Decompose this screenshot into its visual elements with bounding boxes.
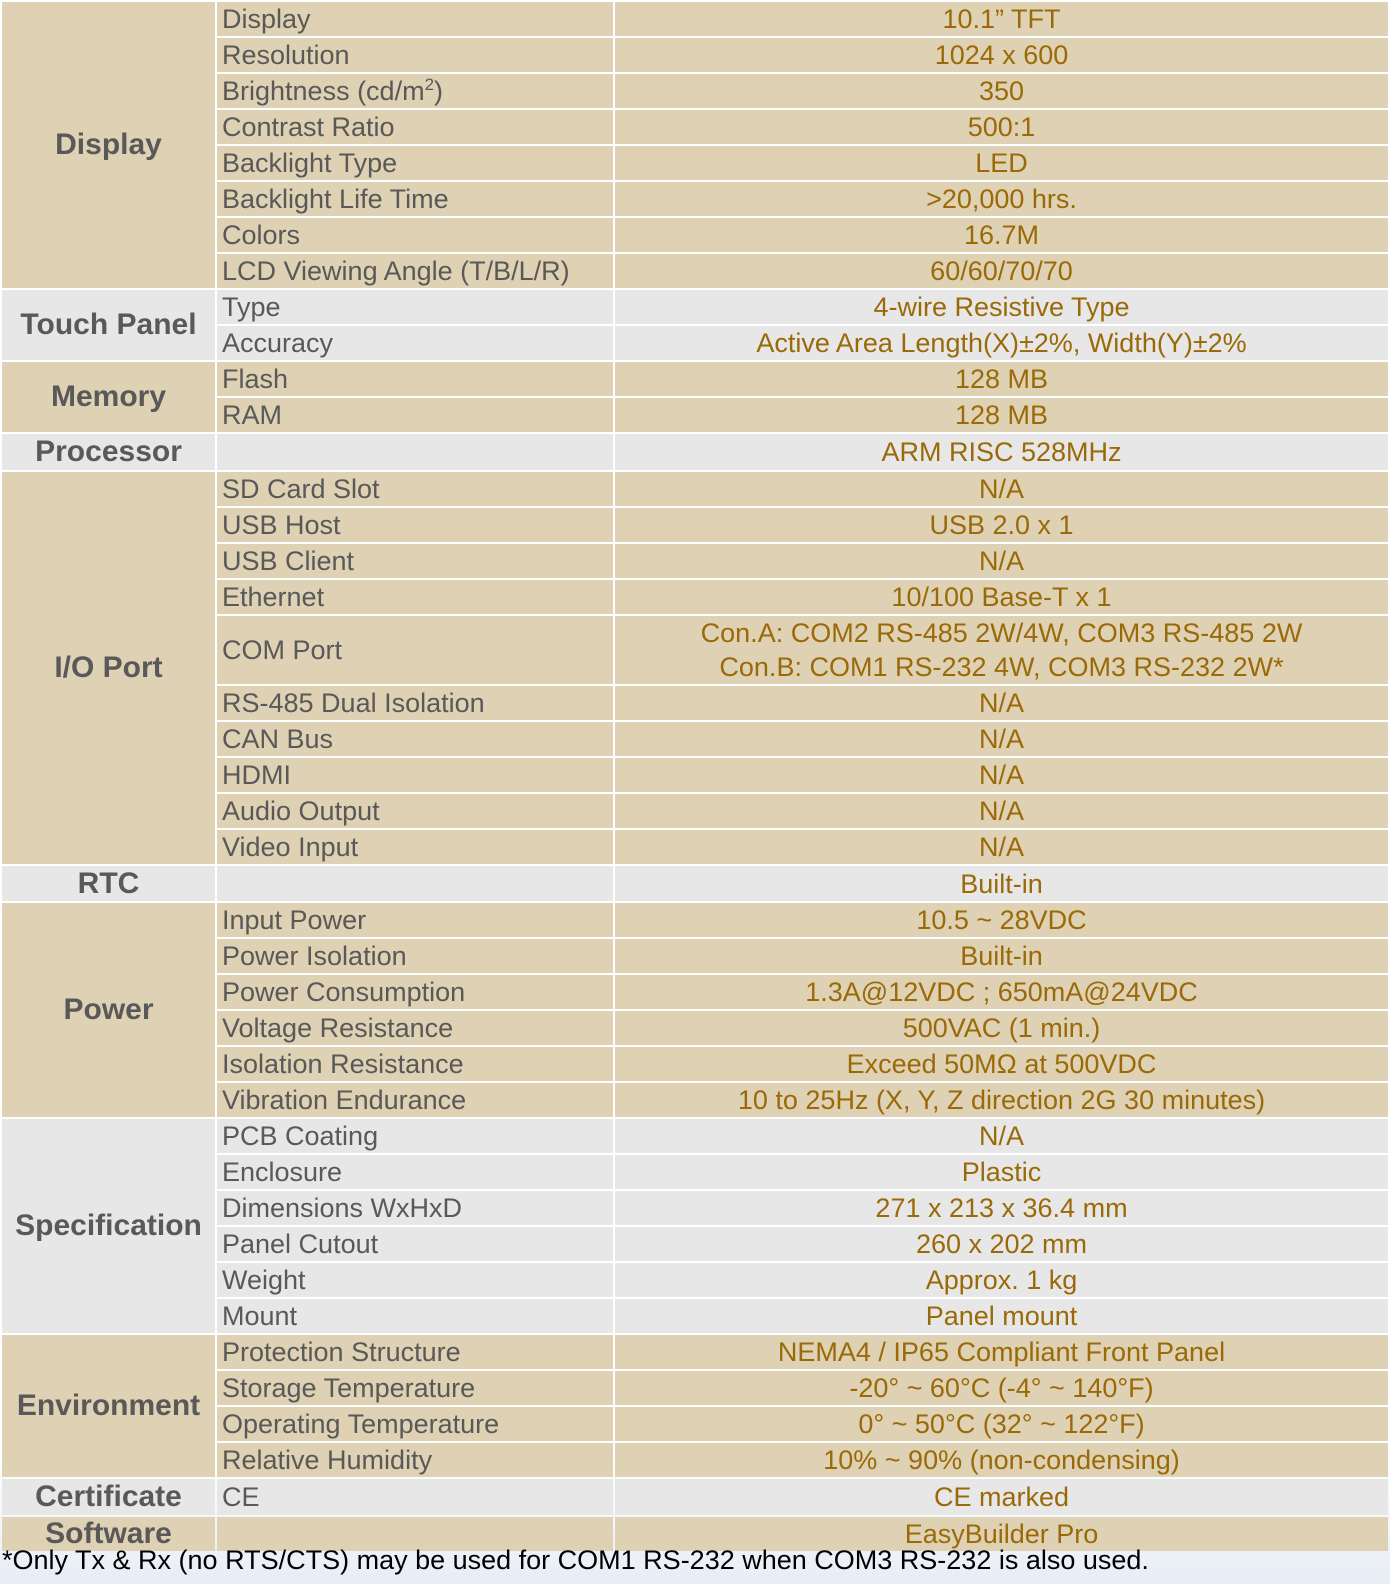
spec-value: Active Area Length(X)±2%, Width(Y)±2% xyxy=(615,326,1388,360)
spec-name: CE xyxy=(217,1479,613,1515)
spec-name: RAM xyxy=(217,398,613,432)
spec-value: Exceed 50MΩ at 500VDC xyxy=(615,1047,1388,1081)
spec-name: Type xyxy=(217,290,613,324)
spec-name xyxy=(217,434,613,470)
table-row xyxy=(2,1479,1388,1515)
spec-value: 4-wire Resistive Type xyxy=(615,290,1388,324)
spec-name: Operating Temperature xyxy=(217,1407,613,1441)
spec-value: 10.5 ~ 28VDC xyxy=(615,903,1388,937)
spec-value: -20° ~ 60°C (-4° ~ 140°F) xyxy=(615,1371,1388,1405)
spec-value: N/A xyxy=(615,472,1388,506)
spec-value: Built-in xyxy=(615,939,1388,973)
spec-value: 128 MB xyxy=(615,398,1388,432)
spec-name: Display xyxy=(217,2,613,36)
spec-value: USB 2.0 x 1 xyxy=(615,508,1388,542)
spec-value: N/A xyxy=(615,1119,1388,1153)
spec-name: Protection Structure xyxy=(217,1335,613,1369)
spec-name: Colors xyxy=(217,218,613,252)
spec-name: Weight xyxy=(217,1263,613,1297)
spec-name: Backlight Type xyxy=(217,146,613,180)
spec-value: 128 MB xyxy=(615,362,1388,396)
spec-name: Mount xyxy=(217,1299,613,1333)
spec-value: 500VAC (1 min.) xyxy=(615,1011,1388,1045)
spec-name: LCD Viewing Angle (T/B/L/R) xyxy=(217,254,613,288)
spec-name: COM Port xyxy=(217,616,613,684)
spec-name: CAN Bus xyxy=(217,722,613,756)
spec-name: Enclosure xyxy=(217,1155,613,1189)
table-row xyxy=(2,1119,1388,1153)
category-software: Software xyxy=(2,1517,215,1551)
spec-name: Voltage Resistance xyxy=(217,1011,613,1045)
spec-name: Power Isolation xyxy=(217,939,613,973)
category-display: Display xyxy=(2,2,215,288)
table-row xyxy=(2,866,1388,901)
spec-name: Power Consumption xyxy=(217,975,613,1009)
spec-name: Resolution xyxy=(217,38,613,72)
spec-value: N/A xyxy=(615,544,1388,578)
table-row xyxy=(2,903,1388,937)
table-row xyxy=(2,2,1388,36)
table-row xyxy=(2,362,1388,396)
spec-value: 16.7M xyxy=(615,218,1388,252)
spec-name: Accuracy xyxy=(217,326,613,360)
spec-value: 271 x 213 x 36.4 mm xyxy=(615,1191,1388,1225)
spec-name: Dimensions WxHxD xyxy=(217,1191,613,1225)
spec-value-line: Con.B: COM1 RS-232 4W, COM3 RS-232 2W* xyxy=(719,652,1284,682)
spec-name: Audio Output xyxy=(217,794,613,828)
spec-name: Ethernet xyxy=(217,580,613,614)
spec-value: 10% ~ 90% (non-condensing) xyxy=(615,1443,1388,1477)
spec-value: 60/60/70/70 xyxy=(615,254,1388,288)
spec-name xyxy=(217,74,613,108)
spec-name: Contrast Ratio xyxy=(217,110,613,144)
table-row xyxy=(2,472,1388,506)
spec-name xyxy=(217,866,613,901)
spec-name: HDMI xyxy=(217,758,613,792)
spec-name: RS-485 Dual Isolation xyxy=(217,686,613,720)
spec-name-text: Brightness (cd/m xyxy=(222,75,425,106)
table-row xyxy=(2,290,1388,324)
spec-name: Video Input xyxy=(217,830,613,864)
spec-value: NEMA4 / IP65 Compliant Front Panel xyxy=(615,1335,1388,1369)
spec-value: 260 x 202 mm xyxy=(615,1227,1388,1261)
spec-value: 1.3A@12VDC ; 650mA@24VDC xyxy=(615,975,1388,1009)
spec-value: EasyBuilder Pro xyxy=(615,1517,1388,1551)
spec-name: Storage Temperature xyxy=(217,1371,613,1405)
category-specification: Specification xyxy=(2,1119,215,1333)
spec-name: USB Host xyxy=(217,508,613,542)
spec-value: Panel mount xyxy=(615,1299,1388,1333)
spec-value: 0° ~ 50°C (32° ~ 122°F) xyxy=(615,1407,1388,1441)
spec-name: Relative Humidity xyxy=(217,1443,613,1477)
category-processor: Processor xyxy=(2,434,215,470)
spec-value: Built-in xyxy=(615,866,1388,901)
spec-value: >20,000 hrs. xyxy=(615,182,1388,216)
spec-value xyxy=(615,616,1388,684)
spec-value: N/A xyxy=(615,830,1388,864)
spec-value: 10.1” TFT xyxy=(615,2,1388,36)
spec-name: PCB Coating xyxy=(217,1119,613,1153)
spec-value: N/A xyxy=(615,794,1388,828)
spec-value: N/A xyxy=(615,758,1388,792)
spec-value: Approx. 1 kg xyxy=(615,1263,1388,1297)
spec-value: 1024 x 600 xyxy=(615,38,1388,72)
spec-value: Plastic xyxy=(615,1155,1388,1189)
spec-value: 350 xyxy=(615,74,1388,108)
spec-name: SD Card Slot xyxy=(217,472,613,506)
spec-name: Panel Cutout xyxy=(217,1227,613,1261)
table-row xyxy=(2,1335,1388,1369)
spec-name: Input Power xyxy=(217,903,613,937)
category-io-port: I/O Port xyxy=(2,472,215,864)
category-touch-panel: Touch Panel xyxy=(2,290,215,360)
spec-name-superscript: 2 xyxy=(424,74,435,94)
spec-name: Flash xyxy=(217,362,613,396)
spec-name: USB Client xyxy=(217,544,613,578)
category-power: Power xyxy=(2,903,215,1117)
spec-value: ARM RISC 528MHz xyxy=(615,434,1388,470)
category-rtc: RTC xyxy=(2,866,215,901)
spec-value: N/A xyxy=(615,686,1388,720)
spec-value: N/A xyxy=(615,722,1388,756)
spec-value: LED xyxy=(615,146,1388,180)
spec-value-line: Con.A: COM2 RS-485 2W/4W, COM3 RS-485 2W xyxy=(700,618,1303,648)
spec-name-tail: ) xyxy=(434,75,444,106)
spec-name: Vibration Endurance xyxy=(217,1083,613,1117)
spec-value: CE marked xyxy=(615,1479,1388,1515)
footnote: *Only Tx & Rx (no RTS/CTS) may be used for COM1 RS-232 when COM3 RS-232 is also used. xyxy=(2,1545,1149,1575)
spec-value: 10 to 25Hz (X, Y, Z direction 2G 30 minutes) xyxy=(615,1083,1388,1117)
category-certificate: Certificate xyxy=(2,1479,215,1515)
category-memory: Memory xyxy=(2,362,215,432)
category-environment: Environment xyxy=(2,1335,215,1477)
spec-value: 500:1 xyxy=(615,110,1388,144)
table-row xyxy=(2,434,1388,470)
spec-name: Isolation Resistance xyxy=(217,1047,613,1081)
spec-value: 10/100 Base-T x 1 xyxy=(615,580,1388,614)
spec-name: Backlight Life Time xyxy=(217,182,613,216)
